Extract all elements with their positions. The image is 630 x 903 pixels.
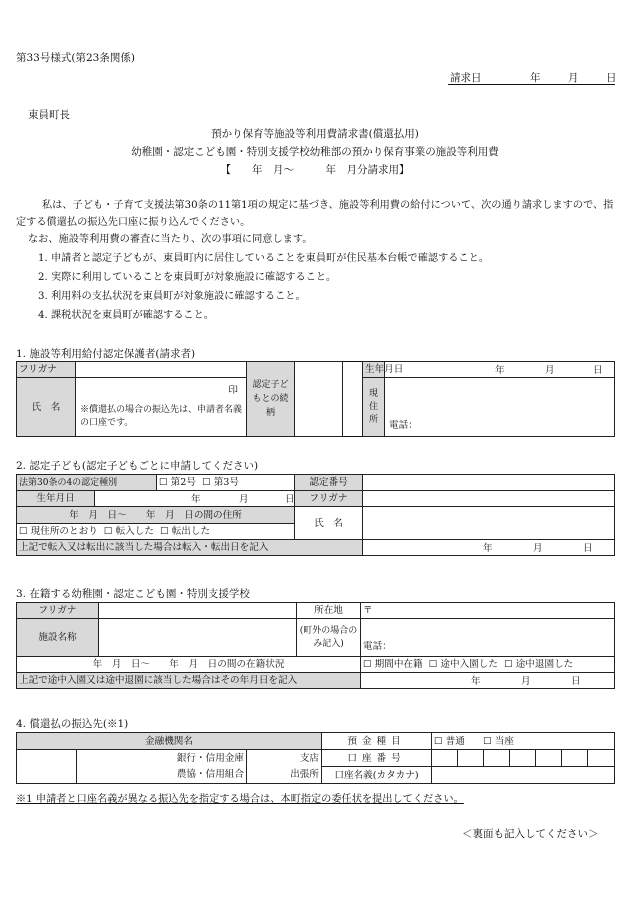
account-digit-6[interactable] — [562, 750, 588, 767]
child-furigana-label: フリガナ — [295, 491, 363, 507]
facility-name-label: 施設名称 — [17, 619, 99, 657]
midway-date-note: 上記で途中入園又は途中退園に該当した場合はその年月日を記入 — [17, 673, 361, 689]
account-digit-4[interactable] — [510, 750, 536, 767]
relation-label: 認定子どもとの続柄 — [247, 362, 295, 437]
cert-number-field[interactable] — [363, 475, 615, 491]
section1-table — [16, 361, 615, 437]
account-digit-2[interactable] — [458, 750, 484, 767]
child-birth-field[interactable] — [95, 491, 295, 507]
title-line3: 【 年 月～ 年 月分請求用】 — [220, 164, 410, 176]
child-birth-label: 生年月日 — [17, 491, 95, 507]
moved-out-checkbox[interactable]: ☐ 転出した — [160, 526, 211, 537]
section2-heading: 2. 認定子ども(認定子どもごとに申請してください) — [16, 460, 259, 472]
deposit-type-label: 預金種目 — [322, 733, 432, 750]
location-label: 所在地 — [297, 603, 361, 619]
section4-heading: 4. 償還払の振込先(※1) — [16, 718, 129, 730]
section3-heading: 3. 在籍する幼稚園・認定こども園・特別支援学校 — [16, 588, 250, 600]
outside-town-note: (町外の場合のみ記入) — [297, 619, 361, 657]
guardian-address-field[interactable] — [385, 378, 615, 437]
guardian-tel-label: 電話： — [389, 420, 418, 431]
account-digit-5[interactable] — [536, 750, 562, 767]
section1-heading: 1. 施設等利用給付認定保護者(請求者) — [16, 348, 196, 360]
consent-item-2: 2. 実際に利用していることを東員町が対象施設に確認すること。 — [38, 272, 337, 283]
same-address-checkbox[interactable]: ☐ 現住所のとおり — [19, 526, 98, 537]
branch-type-1: 支店 — [247, 750, 322, 767]
move-date-field[interactable] — [363, 540, 615, 556]
cert-number-label: 認定番号 — [295, 475, 363, 491]
child-name-label: 氏 名 — [295, 507, 363, 540]
cert-type-options[interactable] — [157, 475, 295, 491]
address-options[interactable] — [17, 524, 295, 540]
account-note: ※償還払の場合の振込先は、申請者名義の口座です。 — [80, 405, 243, 429]
move-year: 年 — [483, 543, 493, 554]
request-date — [450, 70, 615, 85]
futsu-checkbox[interactable]: ☐ 普通 — [434, 735, 465, 747]
back-side-note: ＜裏面も記入してください＞ — [462, 828, 599, 840]
account-holder-field[interactable] — [432, 767, 615, 784]
joined-midway-checkbox[interactable]: ☐ 途中入園した — [428, 659, 498, 670]
account-digit-7[interactable] — [588, 750, 615, 767]
type2-checkbox[interactable]: ☐ 第2号 — [159, 477, 196, 488]
left-midway-checkbox[interactable]: ☐ 途中退園した — [504, 659, 574, 670]
section4-table — [16, 732, 615, 784]
guardian-birth-year: 年 — [495, 365, 505, 376]
account-digit-1[interactable] — [432, 750, 458, 767]
facility-tel-label: 電話： — [363, 641, 392, 652]
consent-item-3: 3. 利用料の支払状況を東員町が対象施設に確認すること。 — [38, 291, 306, 302]
deposit-type-options[interactable] — [432, 733, 615, 750]
bank-type-2: 農協・信用組合 — [77, 767, 247, 784]
date-underline — [448, 84, 615, 85]
child-furigana-field[interactable] — [363, 491, 615, 507]
guardian-birth-day: 日 — [593, 365, 603, 376]
branch-type-2: 出張所 — [247, 767, 322, 784]
midway-year: 年 — [471, 676, 481, 687]
midway-day: 日 — [571, 676, 581, 687]
guardian-address-label: 現住所 — [363, 378, 385, 437]
relation-field[interactable] — [295, 362, 343, 437]
enrolled-checkbox[interactable]: ☐ 期間中在籍 — [363, 659, 423, 670]
seal-mark: 印 — [228, 385, 238, 397]
guardian-furigana-label: フリガナ — [17, 362, 76, 378]
request-date-label: 請求日 — [450, 72, 482, 84]
form-number: 第33号様式(第23条関係) — [16, 52, 135, 64]
guardian-birth-field[interactable] — [385, 362, 615, 378]
facility-name-field[interactable] — [99, 619, 297, 657]
enrollment-period-label: 年 月 日～ 年 月 日の間の在籍状況 — [17, 657, 361, 673]
addressee: 東員町長 — [28, 109, 70, 121]
postal-mark: 〒 — [363, 605, 373, 616]
title-line2: 幼稚園・認定こども園・特別支援学校幼稚部の預かり保育事業の施設等利用費 — [131, 146, 499, 158]
section2-table — [16, 474, 615, 556]
child-birth-month: 月 — [239, 494, 249, 505]
child-name-field[interactable] — [363, 507, 615, 540]
section3-table — [16, 602, 615, 689]
consent-item-4: 4. 課税状況を東員町が確認すること。 — [38, 310, 214, 321]
midway-date-field[interactable] — [361, 673, 615, 689]
request-date-year: 年 — [530, 72, 541, 84]
account-number-label: 口座番号 — [322, 750, 432, 767]
facility-tel-field[interactable] — [361, 619, 615, 657]
guardian-name-label: 氏 名 — [17, 378, 76, 437]
request-date-day: 日 — [606, 72, 617, 84]
child-birth-day: 日 — [285, 494, 295, 505]
footnote: ※1 申請者と口座名義が異なる振込先を指定する場合は、本町指定の委任状を提出してください。 — [16, 794, 464, 805]
midway-month: 月 — [521, 676, 531, 687]
toza-checkbox[interactable]: ☐ 当座 — [483, 735, 514, 747]
enrollment-options[interactable] — [361, 657, 615, 673]
account-holder-label: 口座名義(カタカナ) — [322, 767, 432, 784]
move-date-note: 上記で転入又は転出に該当した場合は転入・転出日を記入 — [17, 540, 363, 556]
cert-type-label: 法第30条の4の認定種別 — [17, 475, 157, 491]
facility-furigana-field[interactable] — [99, 603, 297, 619]
title-line1: 預かり保育等施設等利用費請求書(償還払用) — [211, 128, 419, 140]
period-address-label: 年 月 日～ 年 月 日の間の住所 — [17, 507, 295, 524]
guardian-birth-label: 生年月日 — [363, 362, 385, 378]
location-field[interactable] — [361, 603, 615, 619]
facility-furigana-label: フリガナ — [17, 603, 99, 619]
move-day: 日 — [583, 543, 593, 554]
guardian-name-field[interactable] — [76, 378, 247, 437]
request-date-month: 月 — [568, 72, 579, 84]
consent-item-1: 1. 申請者と認定子どもが、東員町内に居住していることを東員町が住民基本台帳で確認すること。 — [38, 253, 490, 264]
guardian-furigana-field[interactable] — [76, 362, 247, 378]
bank-type-1: 銀行・信用金庫 — [77, 750, 247, 767]
guardian-birth-month: 月 — [545, 365, 555, 376]
move-month: 月 — [533, 543, 543, 554]
intro-paragraph: 私は、子ども・子育て支援法第30条の11第1項の規定に基づき、施設等利用費の給付について、次の通り請求しますので、指定する償還払の振込先口座に振り込んでください。 — [16, 200, 614, 228]
consent-text: なお、施設等利用費の審査に当たり、次の事項に同意します。 — [28, 234, 313, 245]
account-digit-3[interactable] — [484, 750, 510, 767]
type3-checkbox[interactable]: ☐ 第3号 — [202, 477, 240, 488]
moved-in-checkbox[interactable]: ☐ 転入した — [103, 526, 154, 537]
bank-name-header: 金融機関名 — [17, 733, 322, 750]
child-birth-year: 年 — [191, 494, 201, 505]
